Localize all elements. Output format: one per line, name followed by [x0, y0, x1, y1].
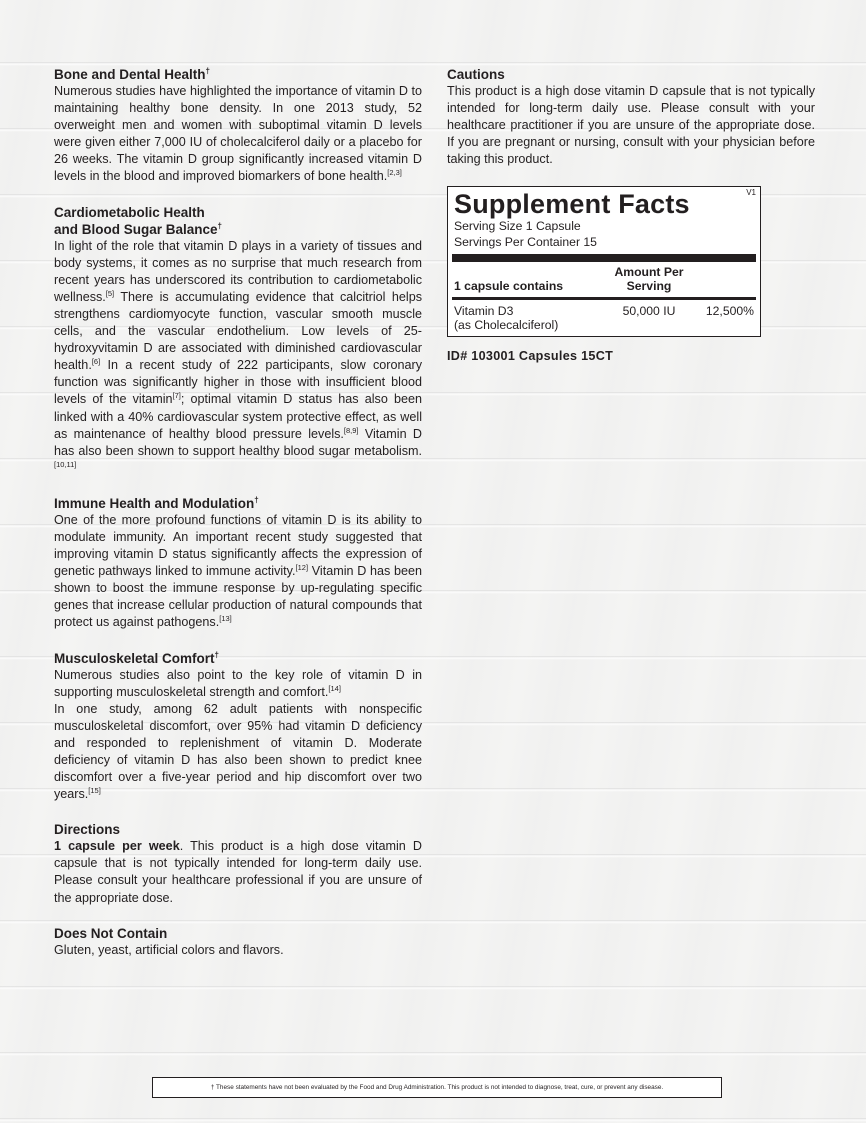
- bone-health-section: [54, 66, 422, 186]
- ingredient-amount: 50,000 IU: [622, 304, 676, 319]
- cardiometabolic-section: [54, 204, 422, 477]
- citation: [10,11]: [54, 459, 77, 469]
- header-contains: 1 capsule contains: [454, 279, 564, 294]
- medium-divider: [452, 297, 756, 300]
- musculoskeletal-section: [54, 650, 422, 804]
- citation: [6]: [91, 357, 101, 367]
- immune-section: [54, 495, 422, 632]
- right-column: [447, 66, 815, 363]
- section-heading: Cardiometabolic Health and Blood Sugar Balance†: [54, 204, 222, 237]
- section-body: Numerous studies have highlighted the importance of vitamin D to maintaining healthy bone density. In one 2013 study, 52 overweight men and women with suboptimal vitamin D levels were given either 7,000 IU of cholecalciferol daily or a placebo for 26 weeks. The vitamin D group significantly increased vitamin D levels in the blood and improved biomarkers of bone health.[2,3]: [54, 84, 422, 184]
- section-heading: Musculoskeletal Comfort†: [54, 650, 219, 666]
- citation: [15]: [88, 786, 101, 795]
- serving-size: Serving Size 1 Capsule: [454, 219, 581, 234]
- facts-header-row: [452, 265, 756, 295]
- servings-per-container: Servings Per Container 15: [454, 234, 597, 249]
- section-body: In one study, among 62 adult patients with nonspecific musculoskeletal discomfort, over 95% had vitamin D deficiency and responded to replenishment of vitamin D. Moderate deficiency of vitamin D has also been shown to predict knee discomfort over a five-year period and hip discomfort over two years.[15]: [54, 701, 422, 802]
- ingredient-row: [452, 304, 756, 332]
- citation: [8,9]: [343, 425, 359, 435]
- section-body: Numerous studies also point to the key role of vitamin D in supporting musculoskeletal strength and comfort.[14]: [54, 667, 422, 699]
- left-column: [54, 66, 422, 977]
- citation: [5]: [105, 288, 115, 298]
- citation: [2,3]: [387, 168, 402, 178]
- section-body: 1 capsule per week. This product is a high dose vitamin D capsule that is not typically intended for long-term daily use. Please consult your healthcare professional if you are unsure of the appropriate dose.: [54, 839, 423, 905]
- section-body: Gluten, yeast, artificial colors and flavors.: [54, 942, 284, 957]
- section-body: One of the more profound functions of vitamin D is its ability to modulate immunity. An important recent study suggested that improving vitamin D status significantly affects the expression of genetic pathways linked to immune activity.[12] Vitamin D has been shown to boost the immune response by up-regulating specific genes that increase cellular production of natural compounds that protect us against pathogens.[13]: [54, 512, 422, 630]
- thick-divider: [452, 254, 756, 262]
- citation: [14]: [328, 683, 341, 693]
- ingredient-daily-value: 12,500%: [705, 304, 754, 319]
- section-heading: Directions: [54, 822, 121, 838]
- section-body: This product is a high dose vitamin D capsule that is not typically intended for long-term daily use. Please consult with your healthcare practitioner if you are unsure of the appropriate dose. If you are pregnant or nursing, consult with your physician before taking this product.: [447, 84, 815, 167]
- section-heading: Bone and Dental Health†: [54, 66, 210, 82]
- panel-title: Supplement Facts: [454, 189, 690, 220]
- section-body: In light of the role that vitamin D plays in a variety of tissues and body systems, it comes as no surprise that much research from recent years has underscored its contribution to cardiometabolic wellness.[5] There is accumulating evidence that calcitriol helps strengthens cardiomyocyte function, vascular smooth muscle cells, and the vascular endothelium. Low levels of 25-hydroxyvitamin D are associated with diminished cardiovascular health.[6] In a recent study of 222 participants, slow coronary function was significantly higher in those with insufficient blood levels of the vitamin[7]; optimal vitamin D status has also been linked with a 40% cardiovascular system protective effect, as well as maintenance of healthy blood pressure levels.[8,9] Vitamin D has also been shown to support healthy blood sugar metabolism.[10,11]: [54, 238, 423, 469]
- section-heading: Does Not Contain: [54, 925, 168, 941]
- directions-section: [54, 821, 422, 906]
- section-heading: Immune Health and Modulation†: [54, 495, 259, 511]
- ingredient-name: Vitamin D3 (as Cholecalciferol): [454, 304, 559, 333]
- does-not-contain-section: [54, 925, 422, 959]
- section-heading: Cautions: [447, 67, 505, 82]
- citation: [13]: [219, 614, 232, 624]
- product-id: ID# 103001 Capsules 15CT: [447, 349, 614, 364]
- header-amount: Amount Per Serving: [614, 265, 684, 294]
- panel-version: V1: [746, 188, 756, 198]
- citation: [12]: [295, 562, 309, 572]
- supplement-facts-panel: [447, 186, 761, 337]
- citation: [7]: [172, 391, 181, 401]
- fda-disclaimer: † These statements have not been evaluated by the Food and Drug Administration. This product is not intended to diagnose, treat, cure, or prevent any disease.: [152, 1077, 722, 1098]
- cautions-section: [447, 66, 815, 168]
